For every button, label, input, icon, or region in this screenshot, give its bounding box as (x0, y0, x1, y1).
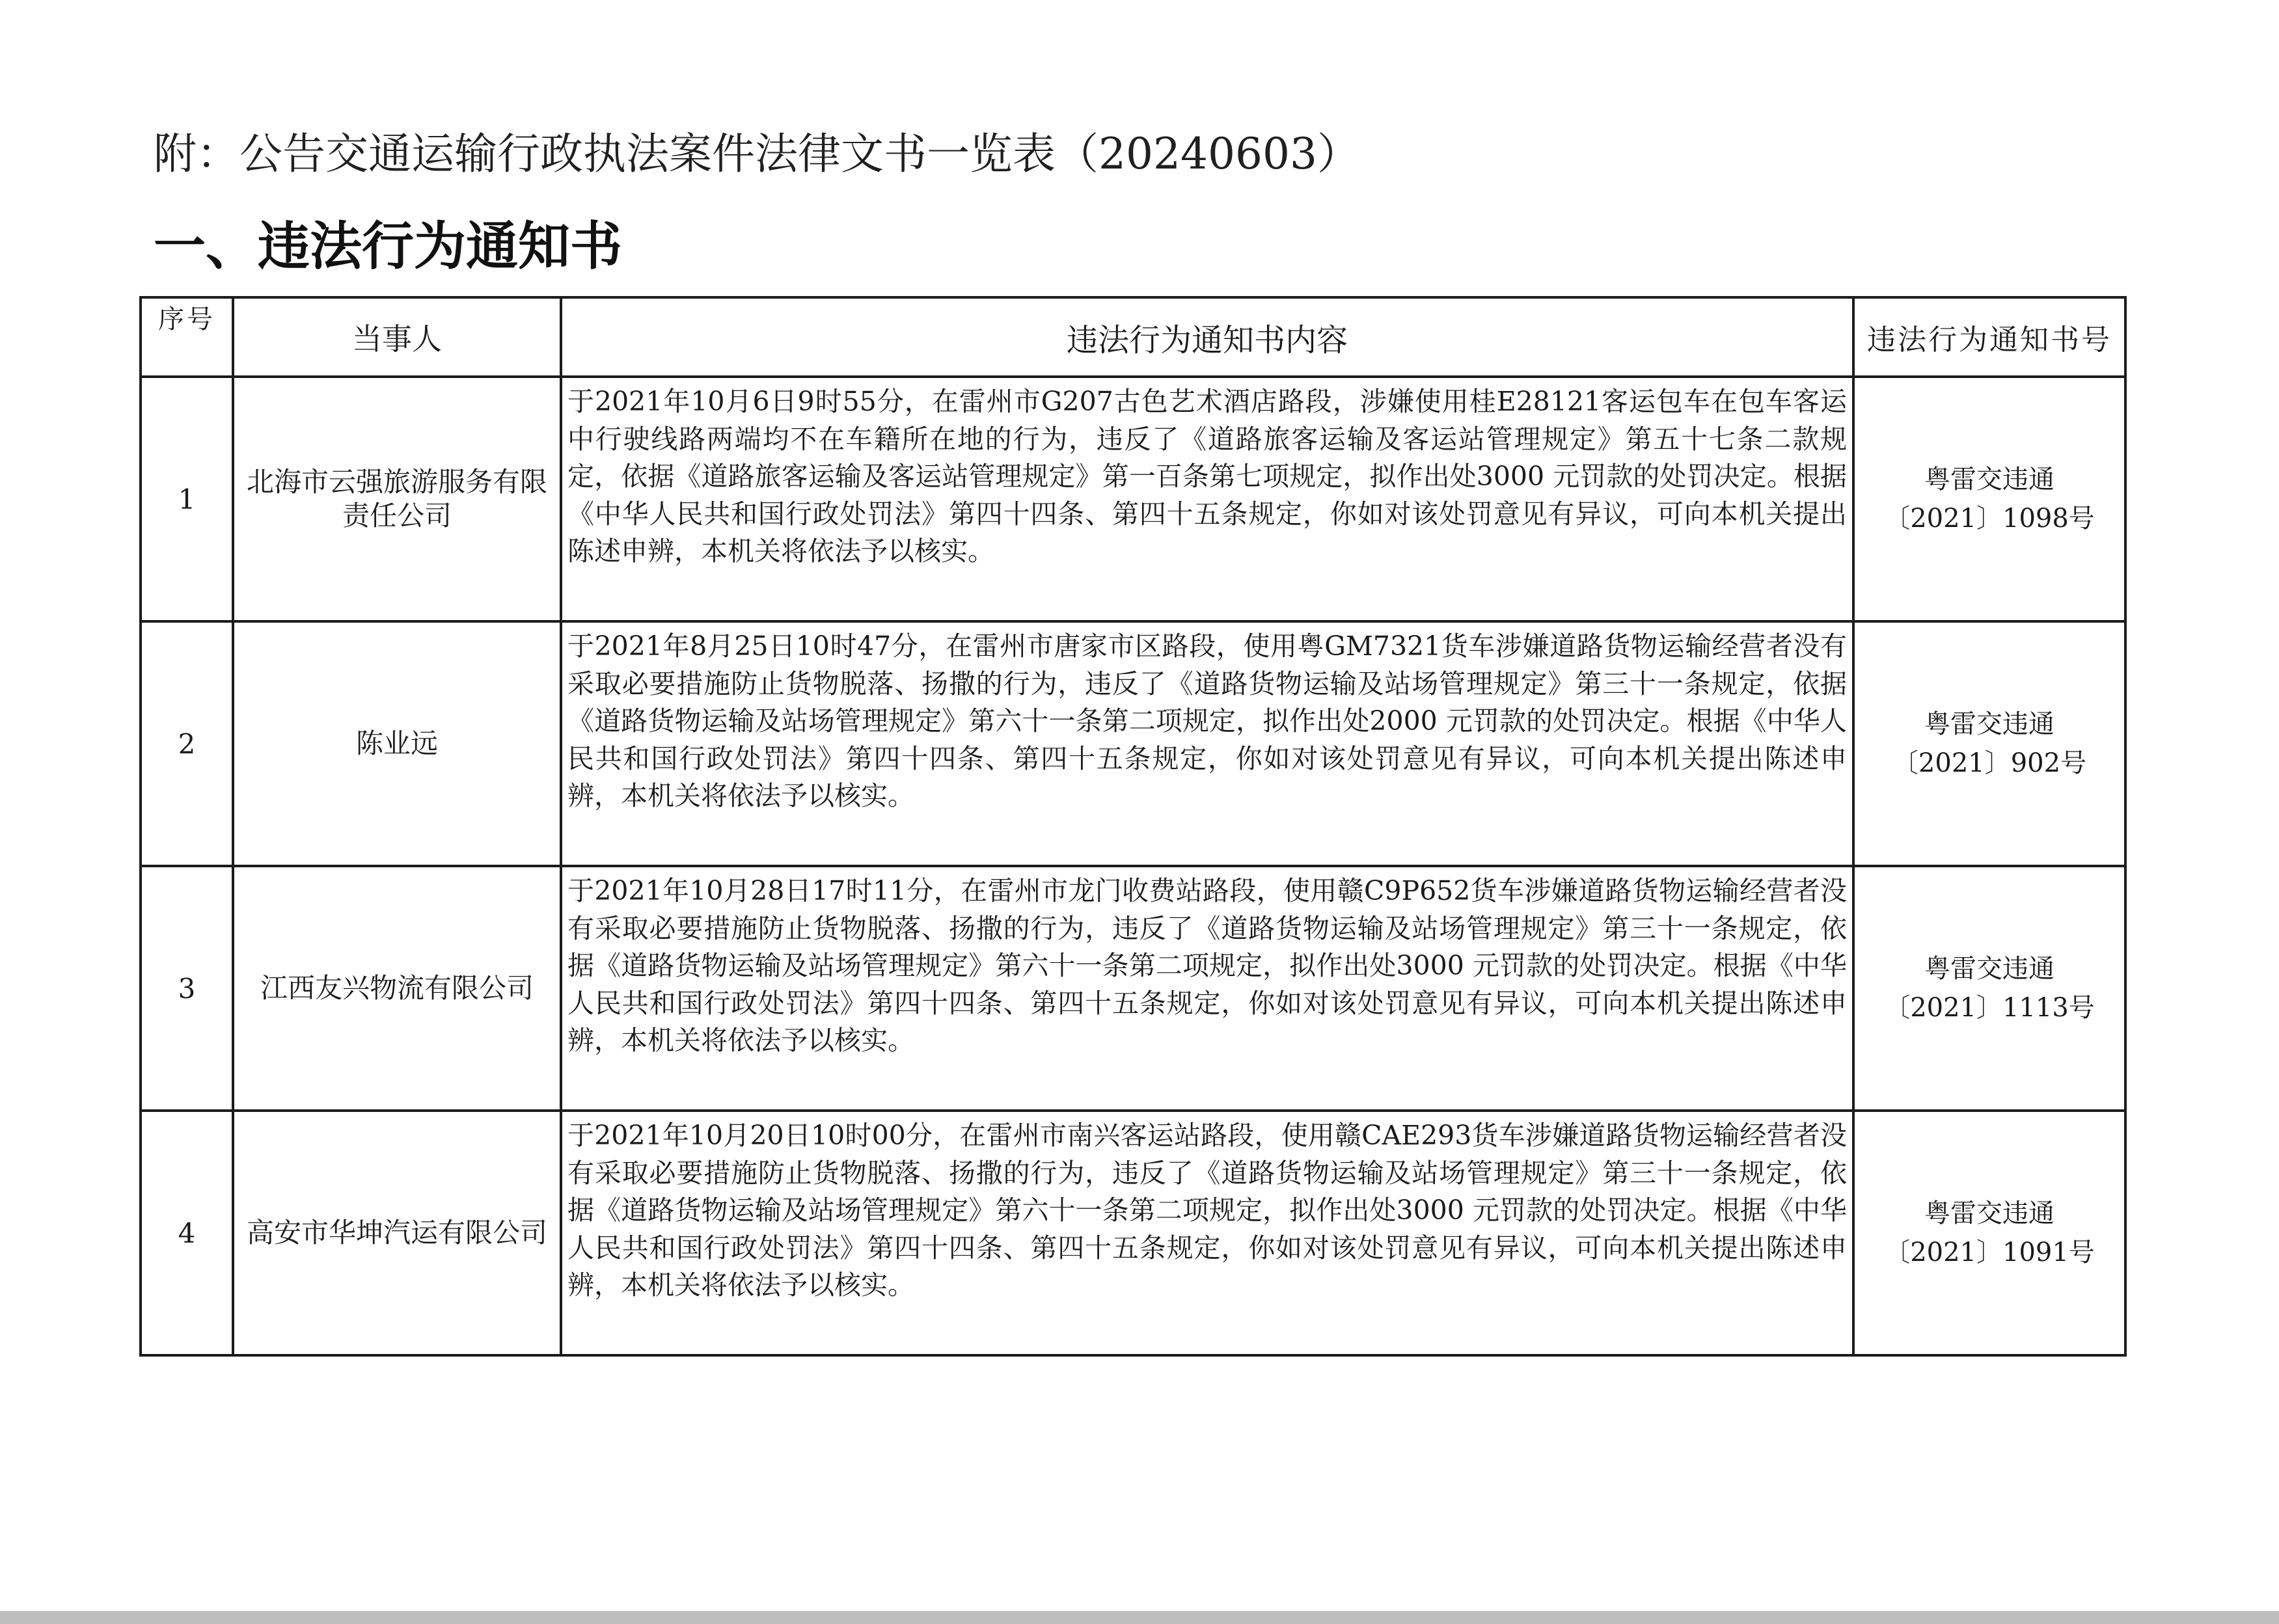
doc-no-number: 〔2021〕1098号 (1884, 504, 2095, 534)
doc-no-prefix: 粤雷交违通 (1924, 954, 2054, 984)
doc-no-prefix: 粤雷交违通 (1924, 709, 2054, 739)
row-seq: 3 (141, 866, 233, 1111)
table-row (141, 377, 2125, 621)
doc-no-number: 〔2021〕1113号 (1884, 993, 2095, 1023)
doc-no-number: 〔2021〕1091号 (1884, 1238, 2095, 1267)
row-content (561, 621, 1853, 866)
row-content (561, 377, 1853, 621)
row-seq: 1 (141, 377, 233, 621)
row-content-text: 于2021年10月6日9时55分，在雷州市G207古色艺术酒店路段，涉嫌使用桂E28121客运包车在包车客运中行驶线路两端均不在车籍所在地的行为，违反了《道路旅客运输及客运站管理规定》第五十七条二款规定，依据《道路旅客运输及客运站管理规定》第一百条第七项规定，拟作出处3000 元罚款的处罚决定。根据《中华人民共和国行政处罚法》第四十四条、第四十五条规定，你如对该处罚意见有异议，可向本机关提出陈述申辨，本机关将依法予以核实。 (567, 386, 1847, 567)
header-party: 当事人 (233, 297, 561, 377)
row-doc-no (1853, 1111, 2125, 1355)
row-party: 江西友兴物流有限公司 (233, 866, 561, 1111)
row-doc-no (1853, 621, 2125, 866)
notice-table (139, 296, 2127, 1357)
row-doc-no (1853, 377, 2125, 621)
row-doc-no (1853, 866, 2125, 1111)
row-content-text: 于2021年8月25日10时47分，在雷州市唐家市区路段，使用粤GM7321货车涉嫌道路货物运输经营者没有采取必要措施防止货物脱落、扬撒的行为，违反了《道路货物运输及站场管理规定》第三十一条规定，依据《道路货物运输及站场管理规定》第六十一条第二项规定，拟作出处2000 元罚款的处罚决定。根据《中华人民共和国行政处罚法》第四十四条、第四十五条规定，你如对该处罚意见有异议，可向本机关提出陈述申辨，本机关将依法予以核实。 (567, 630, 1847, 811)
scan-edge-band (0, 1611, 2279, 1624)
row-content (561, 866, 1853, 1111)
header-doc-no: 违法行为通知书号 (1853, 297, 2125, 377)
table-header-row (141, 297, 2125, 377)
header-content: 违法行为通知书内容 (561, 297, 1853, 377)
row-seq: 4 (141, 1111, 233, 1355)
row-seq: 2 (141, 621, 233, 866)
row-party: 陈业远 (233, 621, 561, 866)
table-row (141, 621, 2125, 866)
row-content (561, 1111, 1853, 1355)
header-seq: 序号 (141, 297, 233, 377)
doc-no-prefix: 粤雷交违通 (1924, 465, 2054, 494)
table-row (141, 1111, 2125, 1355)
table-row (141, 866, 2125, 1111)
row-party: 北海市云强旅游服务有限责任公司 (233, 377, 561, 621)
section-heading: 一、违法行为通知书 (154, 216, 622, 277)
attachment-title: 附：公告交通运输行政执法案件法律文书一览表（20240603） (154, 129, 1360, 179)
doc-no-prefix: 粤雷交违通 (1924, 1198, 2054, 1228)
row-party: 高安市华坤汽运有限公司 (233, 1111, 561, 1355)
row-content-text: 于2021年10月28日17时11分，在雷州市龙门收费站路段，使用赣C9P652货车涉嫌道路货物运输经营者没有采取必要措施防止货物脱落、扬撒的行为，违反了《道路货物运输及站场管理规定》第三十一条规定，依据《道路货物运输及站场管理规定》第六十一条第二项规定，拟作出处3000 元罚款的处罚决定。根据《中华人民共和国行政处罚法》第四十四条、第四十五条规定，你如对该处罚意见有异议，可向本机关提出陈述申辨，本机关将依法予以核实。 (567, 875, 1847, 1056)
doc-no-number: 〔2021〕902号 (1892, 748, 2087, 778)
row-content-text: 于2021年10月20日10时00分，在雷州市南兴客运站路段，使用赣CAE293货车涉嫌道路货物运输经营者没有采取必要措施防止货物脱落、扬撒的行为，违反了《道路货物运输及站场管理规定》第三十一条规定，依据《道路货物运输及站场管理规定》第六十一条第二项规定，拟作出处3000 元罚款的处罚决定。根据《中华人民共和国行政处罚法》第四十四条、第四十五条规定，你如对该处罚意见有异议，可向本机关提出陈述申辨，本机关将依法予以核实。 (567, 1120, 1847, 1301)
